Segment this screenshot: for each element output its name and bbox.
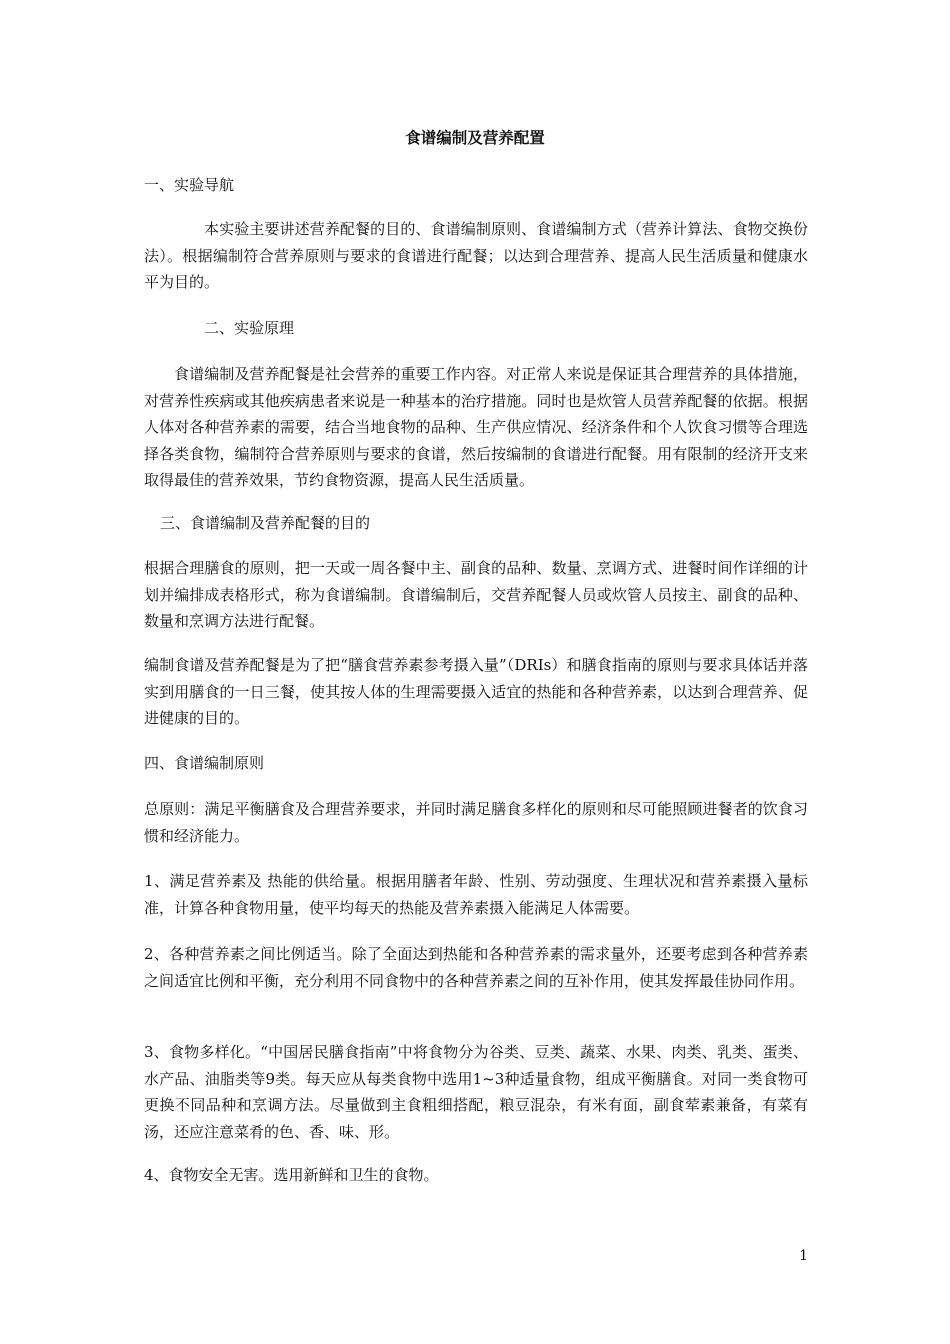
paragraph-3: 根据合理膳食的原则，把一天或一周各餐中主、副食的品种、数量、烹调方式、进餐时间作详细的计划并编排成表格形式，称为食谱编制。食谱编制后，交营养配餐人员或炊管人员按主、副食的品种、数量和烹调方法进行配餐。	[144, 559, 808, 630]
paragraph-general-principle: 总原则：满足平衡膳食及合理营养要求，并同时满足膳食多样化的原则和尽可能照顾进餐者的饮食习惯和经济能力。	[144, 800, 808, 845]
section-heading-3: 三、食谱编制及营养配餐的目的	[160, 514, 371, 532]
section-heading-1: 一、实验导航	[144, 176, 235, 194]
page-number: 1	[799, 1248, 808, 1264]
paragraph-2: 食谱编制及营养配餐是社会营养的重要工作内容。对正常人来说是保证其合理营养的具体措施，对营养性疾病或其他疾病患者来说是一种基本的治疗措施。同时也是炊管人员营养配餐的依据。根据人体对各种营养素的需要，结合当地食物的品种、生产供应情况、经济条件和个人饮食习惯等合理选择各类食物，编制符合营养原则与要求的食谱，然后按编制的食谱进行配餐。用有限制的经济开支来取得最佳的营养效果，节约食物资源，提高人民生活质量。	[144, 365, 808, 489]
document-title: 食谱编制及营养配置	[405, 128, 545, 147]
paragraph-principle-1: 1、满足营养素及 热能的供给量。根据用膳者年龄、性别、劳动强度、生理状况和营养素摄入量标准，计算各种食物用量，使平均每天的热能及营养素摄入能满足人体需要。	[144, 872, 808, 917]
paragraph-principle-3: 3、食物多样化。“中国居民膳食指南”中将食物分为谷类、豆类、蔬菜、水果、肉类、乳类、蛋类、水产品、油脂类等9类。每天应从每类食物中选用1~3种适量食物，组成平衡膳食。对同一类食物可更换不同品种和烹调方法。尽量做到主食粗细搭配，粮豆混杂，有米有面，副食荤素兼备，有菜有汤，还应注意菜肴的色、香、味、形。	[144, 1043, 808, 1141]
paragraph-principle-4: 4、食物安全无害。选用新鲜和卫生的食物。	[144, 1166, 439, 1184]
paragraph-1: 本实验主要讲述营养配餐的目的、食谱编制原则、食谱编制方式（营养计算法、食物交换份法）。根据编制符合营养原则与要求的食谱进行配餐；以达到合理营养、提高人民生活质量和健康水平为目的。	[144, 220, 808, 291]
section-heading-2: 二、实验原理	[204, 319, 295, 337]
paragraph-principle-2: 2、各种营养素之间比例适当。除了全面达到热能和各种营养素的需求量外，还要考虑到各种营养素之间适宜比例和平衡，充分利用不同食物中的各种营养素之间的互补作用，使其发挥最佳协同作用。	[144, 945, 808, 990]
paragraph-4: 编制食谱及营养配餐是为了把“膳食营养素参考摄入量”（DRIs）和膳食指南的原则与要求具体话并落实到用膳食的一日三餐，使其按人体的生理需要摄入适宜的热能和各种营养素，以达到合理营养、促进健康的目的。	[144, 656, 808, 727]
section-heading-4: 四、食谱编制原则	[144, 754, 265, 772]
